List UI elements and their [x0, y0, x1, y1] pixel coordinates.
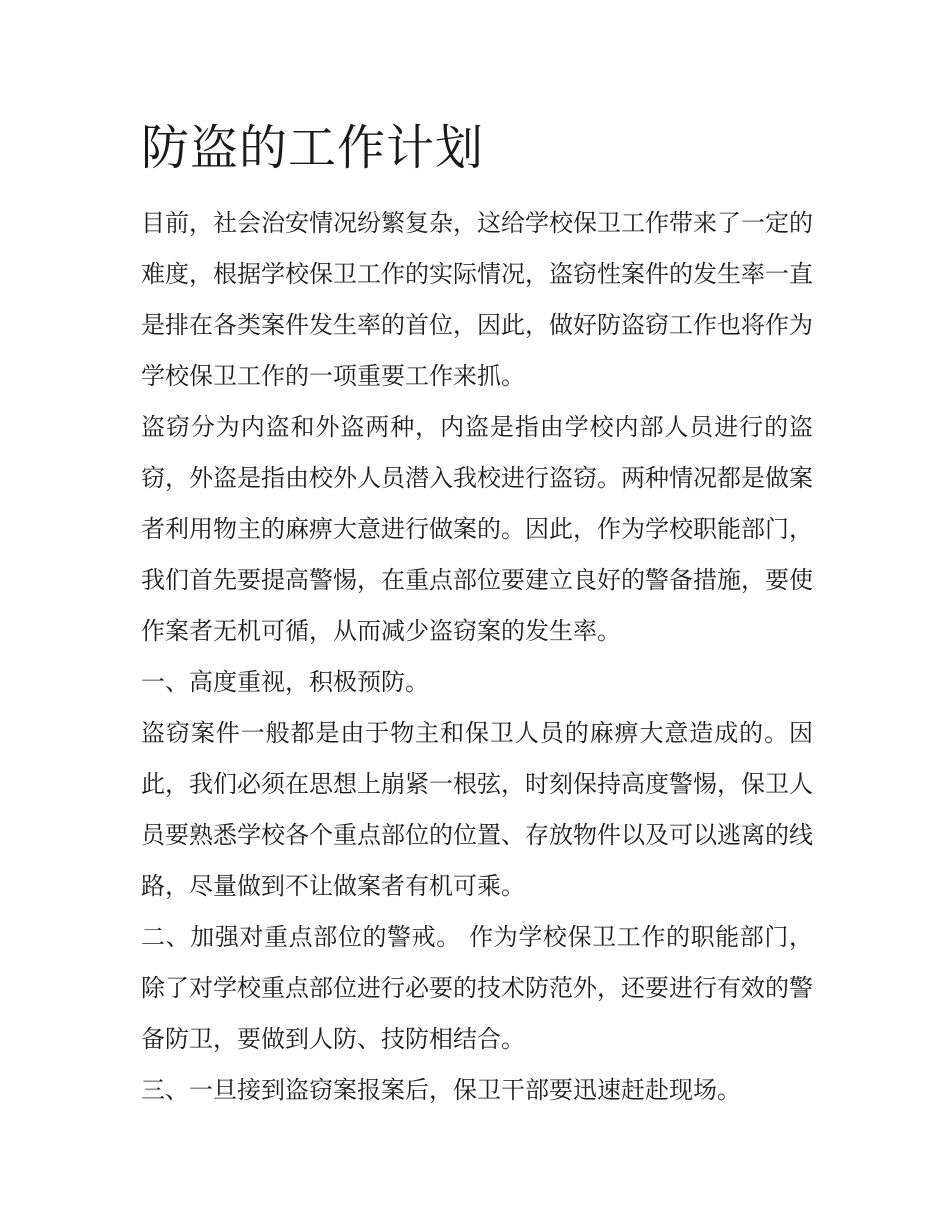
paragraph-section-3: 三、一旦接到盗窃案报案后，保卫干部要迅速赶赴现场。: [141, 1076, 741, 1104]
document-body: [141, 116, 813, 1116]
heading-section-1: 一、高度重视，积极预防。: [141, 668, 429, 696]
document-title: 防盗的工作计划: [141, 120, 485, 176]
paragraph-intro: 目前，社会治安情况纷繁复杂，这给学校保卫工作带来了一定的难度，根据学校保卫工作的实际情况，盗窃性案件的发生率一直是排在各类案件发生率的首位，因此，做好防盗窃工作也将作为学校保卫工作的一项重要工作来抓。: [141, 209, 813, 390]
paragraph-section-1: 盗窃案件一般都是由于物主和保卫人员的麻痹大意造成的。因此，我们必须在思想上崩紧一根弦，时刻保持高度警惕，保卫人员要熟悉学校各个重点部位的位置、存放物件以及可以逃离的线路，尽量做到不让做案者有机可乘。: [141, 719, 813, 900]
paragraph-section-2: 二、加强对重点部位的警戒。 作为学校保卫工作的职能部门，除了对学校重点部位进行必要的技术防范外，还要进行有效的警备防卫，要做到人防、技防相结合。: [141, 923, 813, 1053]
paragraph-theft-types: 盗窃分为内盗和外盗两种，内盗是指由学校内部人员进行的盗窃，外盗是指由校外人员潜入我校进行盗窃。两种情况都是做案者利用物主的麻痹大意进行做案的。因此，作为学校职能部门，我们首先要提高警惕，在重点部位要建立良好的警备措施，要使作案者无机可循，从而减少盗窃案的发生率。: [141, 413, 813, 645]
